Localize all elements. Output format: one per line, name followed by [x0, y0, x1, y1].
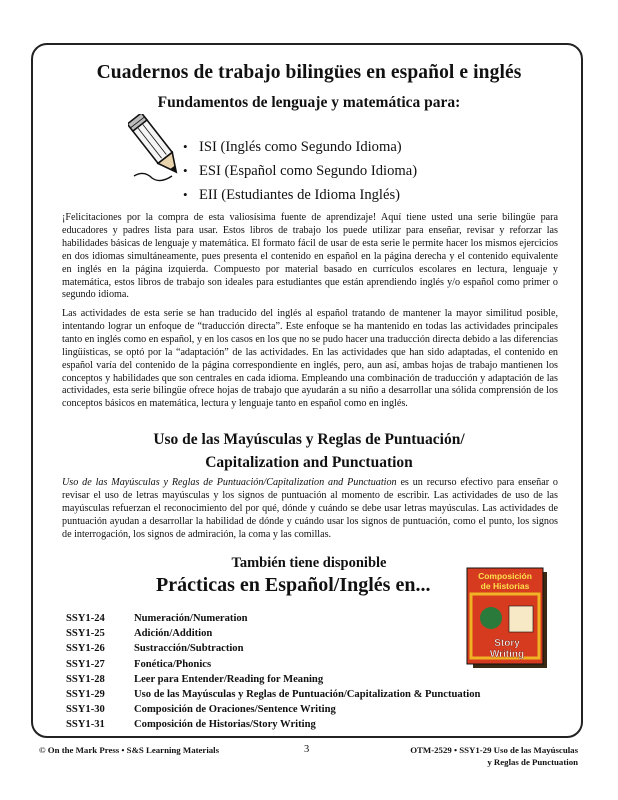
product-title: Uso de las Mayúsculas y Reglas de Puntuación/Capitalization & Punctuation — [134, 688, 481, 700]
pencil-icon — [128, 114, 190, 186]
book-illustration-page — [509, 606, 533, 632]
footer-product-line-1: OTM-2529 • SSY1-29 Uso de las Mayúsculas — [410, 745, 578, 755]
bullet-icon: • — [183, 139, 188, 154]
book-subtitle-line-2: Writing — [489, 649, 525, 660]
product-title: Leer para Entender/Reading for Meaning — [134, 673, 324, 685]
book-title-line-2: de Historias — [480, 581, 530, 591]
list-item — [66, 657, 480, 672]
product-code: SSY1-25 — [66, 628, 105, 640]
list-item — [66, 641, 480, 656]
product-code: SSY1-28 — [66, 673, 105, 685]
footer-publisher: © On the Mark Press • S&S Learning Materials — [39, 745, 220, 755]
book-title-line-1: Composición — [478, 571, 532, 581]
section-paragraph — [62, 477, 558, 542]
product-list — [66, 611, 480, 733]
product-title: Composición de Oraciones/Sentence Writing — [134, 704, 336, 716]
bullet-icon: • — [183, 187, 188, 202]
section-title-line-1: Uso de las Mayúsculas y Reglas de Puntuación/ — [153, 431, 465, 448]
list-item — [66, 672, 480, 687]
page-title: Cuadernos de trabajo bilingües en español e inglés — [96, 62, 522, 83]
section-italic-title: Uso de las Mayúsculas y Reglas de Puntuación/Capitalization and Punctuation — [62, 477, 397, 488]
list-item — [66, 626, 480, 641]
product-code: SSY1-31 — [66, 719, 105, 731]
bullet-icon: • — [183, 163, 188, 178]
product-title: Sustracción/Subtraction — [134, 643, 244, 655]
series-title: Prácticas en Español/Inglés en... — [156, 574, 431, 596]
product-title: Adición/Addition — [134, 628, 213, 640]
list-item — [66, 717, 480, 732]
list-item: • EII (Estudiantes de Idioma Inglés) — [183, 183, 417, 207]
page-subtitle: Fundamentos de lenguaje y matemática para: — [157, 94, 461, 111]
list-item — [66, 687, 480, 702]
product-title: Composición de Historias/Story Writing — [134, 719, 316, 731]
product-code: SSY1-27 — [66, 658, 105, 670]
product-title: Fonética/Phonics — [134, 658, 212, 670]
book-cover-image — [465, 566, 551, 670]
book-illustration — [480, 607, 502, 629]
product-title: Numeración/Numeration — [134, 613, 248, 624]
product-code: SSY1-26 — [66, 643, 105, 655]
footer-product-line-2: y Reglas de Punctuation — [487, 756, 578, 767]
list-item: • ESI (Español como Segundo Idioma) — [183, 159, 417, 183]
list-item — [66, 702, 480, 717]
also-available-heading: También tiene disponible — [231, 555, 387, 571]
intro-paragraph-1: ¡Felicitaciones por la compra de esta valiosísima fuente de aprendizaje! Aquí tiene usted una serie bilingüe para educadores y padres lista para usar. Estos libros de trabajo los puede utilizar para enseñar, revisar y reforzar las habilidades básicas de lenguaje y matemática. El formato fácil de usar de esta serie le permite hacer los mismos ejercicios en dos idiomas simultáneamente, pues presenta el contenido en español en la página derecha y el contenido equivalente en inglés en la página izquierda. Compuesto por material basado en currículos escolares en lectura, lenguaje y matemática, estos libros de trabajo son ideales para estudiantes que están aprendiendo inglés y/o español como primer o segundo idioma. — [62, 212, 558, 301]
list-item: • ISI (Inglés como Segundo Idioma) — [183, 135, 417, 159]
product-code: SSY1-24 — [66, 613, 105, 624]
footer-product-info — [410, 745, 578, 768]
product-code: SSY1-30 — [66, 704, 105, 716]
audience-list — [183, 135, 417, 207]
section-body: es un recurso efectivo para enseñar o revisar el uso de letras mayúsculas y los signos de puntuación al momento de escribir. Las actividades de uso de las mayúsculas refuerzan el reconocimiento del por qué, dónde y cuándo se debe usar letras mayúsculas. Las actividades de puntuación ayudan a desarrollar la habilidad de dónde y cuándo usar los signos de puntuación, como el punto, los signos de interrogación, los signos de admiración, la coma y las comillas. — [62, 477, 558, 540]
intro-paragraph-2: Las actividades de esta serie se han traducido del inglés al español tratando de mantener la mayor similitud posible, intentando lograr un enfoque de “traducción directa”. Este enfoque se ha mantenido en todas las actividades principales tanto en inglés como en español, y en los casos en los que no se pudo hacer una traducción directa debido a las diferencias lingüísticas, se optó por la “adaptación” de las actividades. En las actividades que han sido adaptadas, el contenido en español varía del contenido de la página correspondiente en inglés, pero, aun así, ambas hojas de trabajo mantienen los conceptos y habilidades que son centrales en cada idioma. Empleando una combinación de traducción y adaptación de las actividades, esta serie bilingüe ofrece hojas de trabajo que ayudarán a su niño a desarrollar una sólida comprensión de los conceptos básicos en matemática, lectura y lenguaje tanto en español como en inglés. — [62, 308, 558, 410]
product-code: SSY1-29 — [66, 688, 105, 700]
list-item — [66, 611, 480, 626]
page-number: 3 — [304, 744, 310, 755]
section-title-line-2: Capitalization and Punctuation — [205, 454, 413, 471]
book-subtitle-line-1: Story — [494, 638, 520, 649]
